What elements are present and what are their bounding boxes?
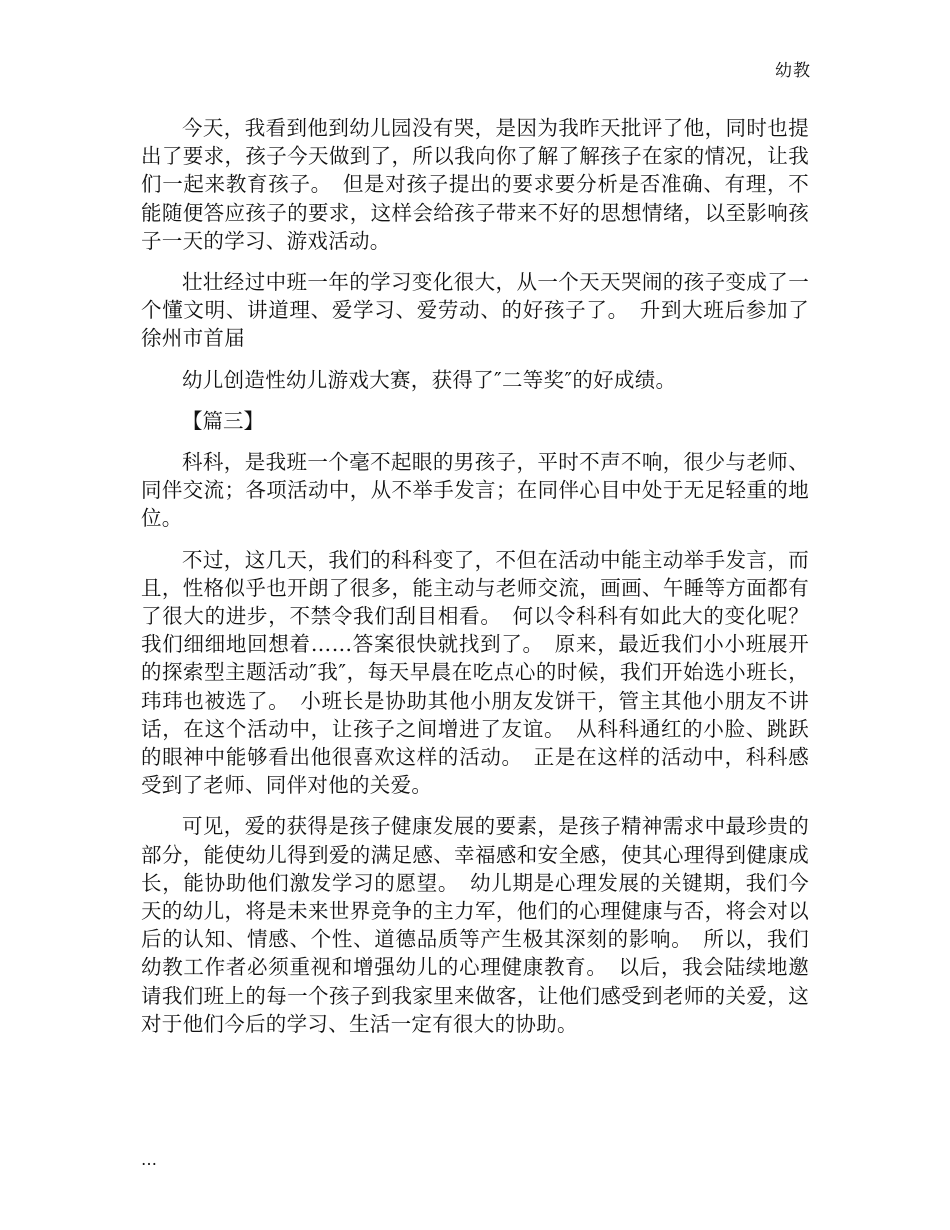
paragraph: 今天，我看到他到幼儿园没有哭，是因为我昨天批评了他，同时也提出了要求，孩子今天做到了，所以我向你了解了解孩子在家的情况，让我们一起来教育孩子。 但是对孩子提出的要求要分析是否准确、有理，不能随便答应孩子的要求，这样会给孩子带来不好的思想情绪，以至影响孩子一天的学习、游戏活动。 [141, 116, 809, 253]
document-body [141, 114, 809, 1051]
page-footer-mark: … [141, 1150, 157, 1169]
page-header-label: 幼教 [775, 61, 811, 81]
paragraph: 幼儿创造性幼儿游戏大赛，获得了″二等奖″的好成绩。 [182, 367, 677, 392]
section-heading: 【篇三】 [182, 408, 264, 433]
paragraph: 可见，爱的获得是孩子健康发展的要素，是孩子精神需求中最珍贵的部分，能使幼儿得到爱的满足感、幸福感和安全感，使其心理得到健康成长，能协助他们激发学习的愿望。 幼儿期是心理发展的关键期，我们今天的幼儿，将是未来世界竞争的主力军，他们的心理健康与否，将会对以后的认知、情感、个性、道德品质等产生极其深刻的影响。 所以，我们幼教工作者必须重视和增强幼儿的心理健康教育。 以后，我会陆续地邀请我们班上的每一个孩子到我家里来做客，让他们感受到老师的关爱，这对于他们今后的学习、生活一定有很大的协助。 [141, 814, 809, 1036]
paragraph: 科科，是我班一个毫不起眼的男孩子，平时不声不响，很少与老师、同伴交流；各项活动中，从不举手发言；在同伴心目中处于无足轻重的地位。 [141, 450, 809, 531]
paragraph: 不过，这几天，我们的科科变了，不但在活动中能主动举手发言，而且，性格似乎也开朗了很多，能主动与老师交流，画画、午睡等方面都有了很大的进步，不禁令我们刮目相看。 何以令科科有如此大的变化呢？我们细细地回想着……答案很快就找到了。 原来，最近我们小小班展开的探索型主题活动″我″，每天早晨在吃点心的时候，我们开始选小班长，玮玮也被选了。 小班长是协助其他小朋友发饼干，管主其他小朋友不讲话，在这个活动中，让孩子之间增进了友谊。 从科科通红的小脸、跳跃的眼神中能够看出他很喜欢这样的活动。 正是在这样的活动中，科科感受到了老师、同伴对他的关爱。 [141, 547, 809, 798]
paragraph: 壮壮经过中班一年的学习变化很大，从一个天天哭闹的孩子变成了一个懂文明、讲道理、爱学习、爱劳动、的好孩子了。 升到大班后参加了徐州市首届 [141, 270, 809, 351]
